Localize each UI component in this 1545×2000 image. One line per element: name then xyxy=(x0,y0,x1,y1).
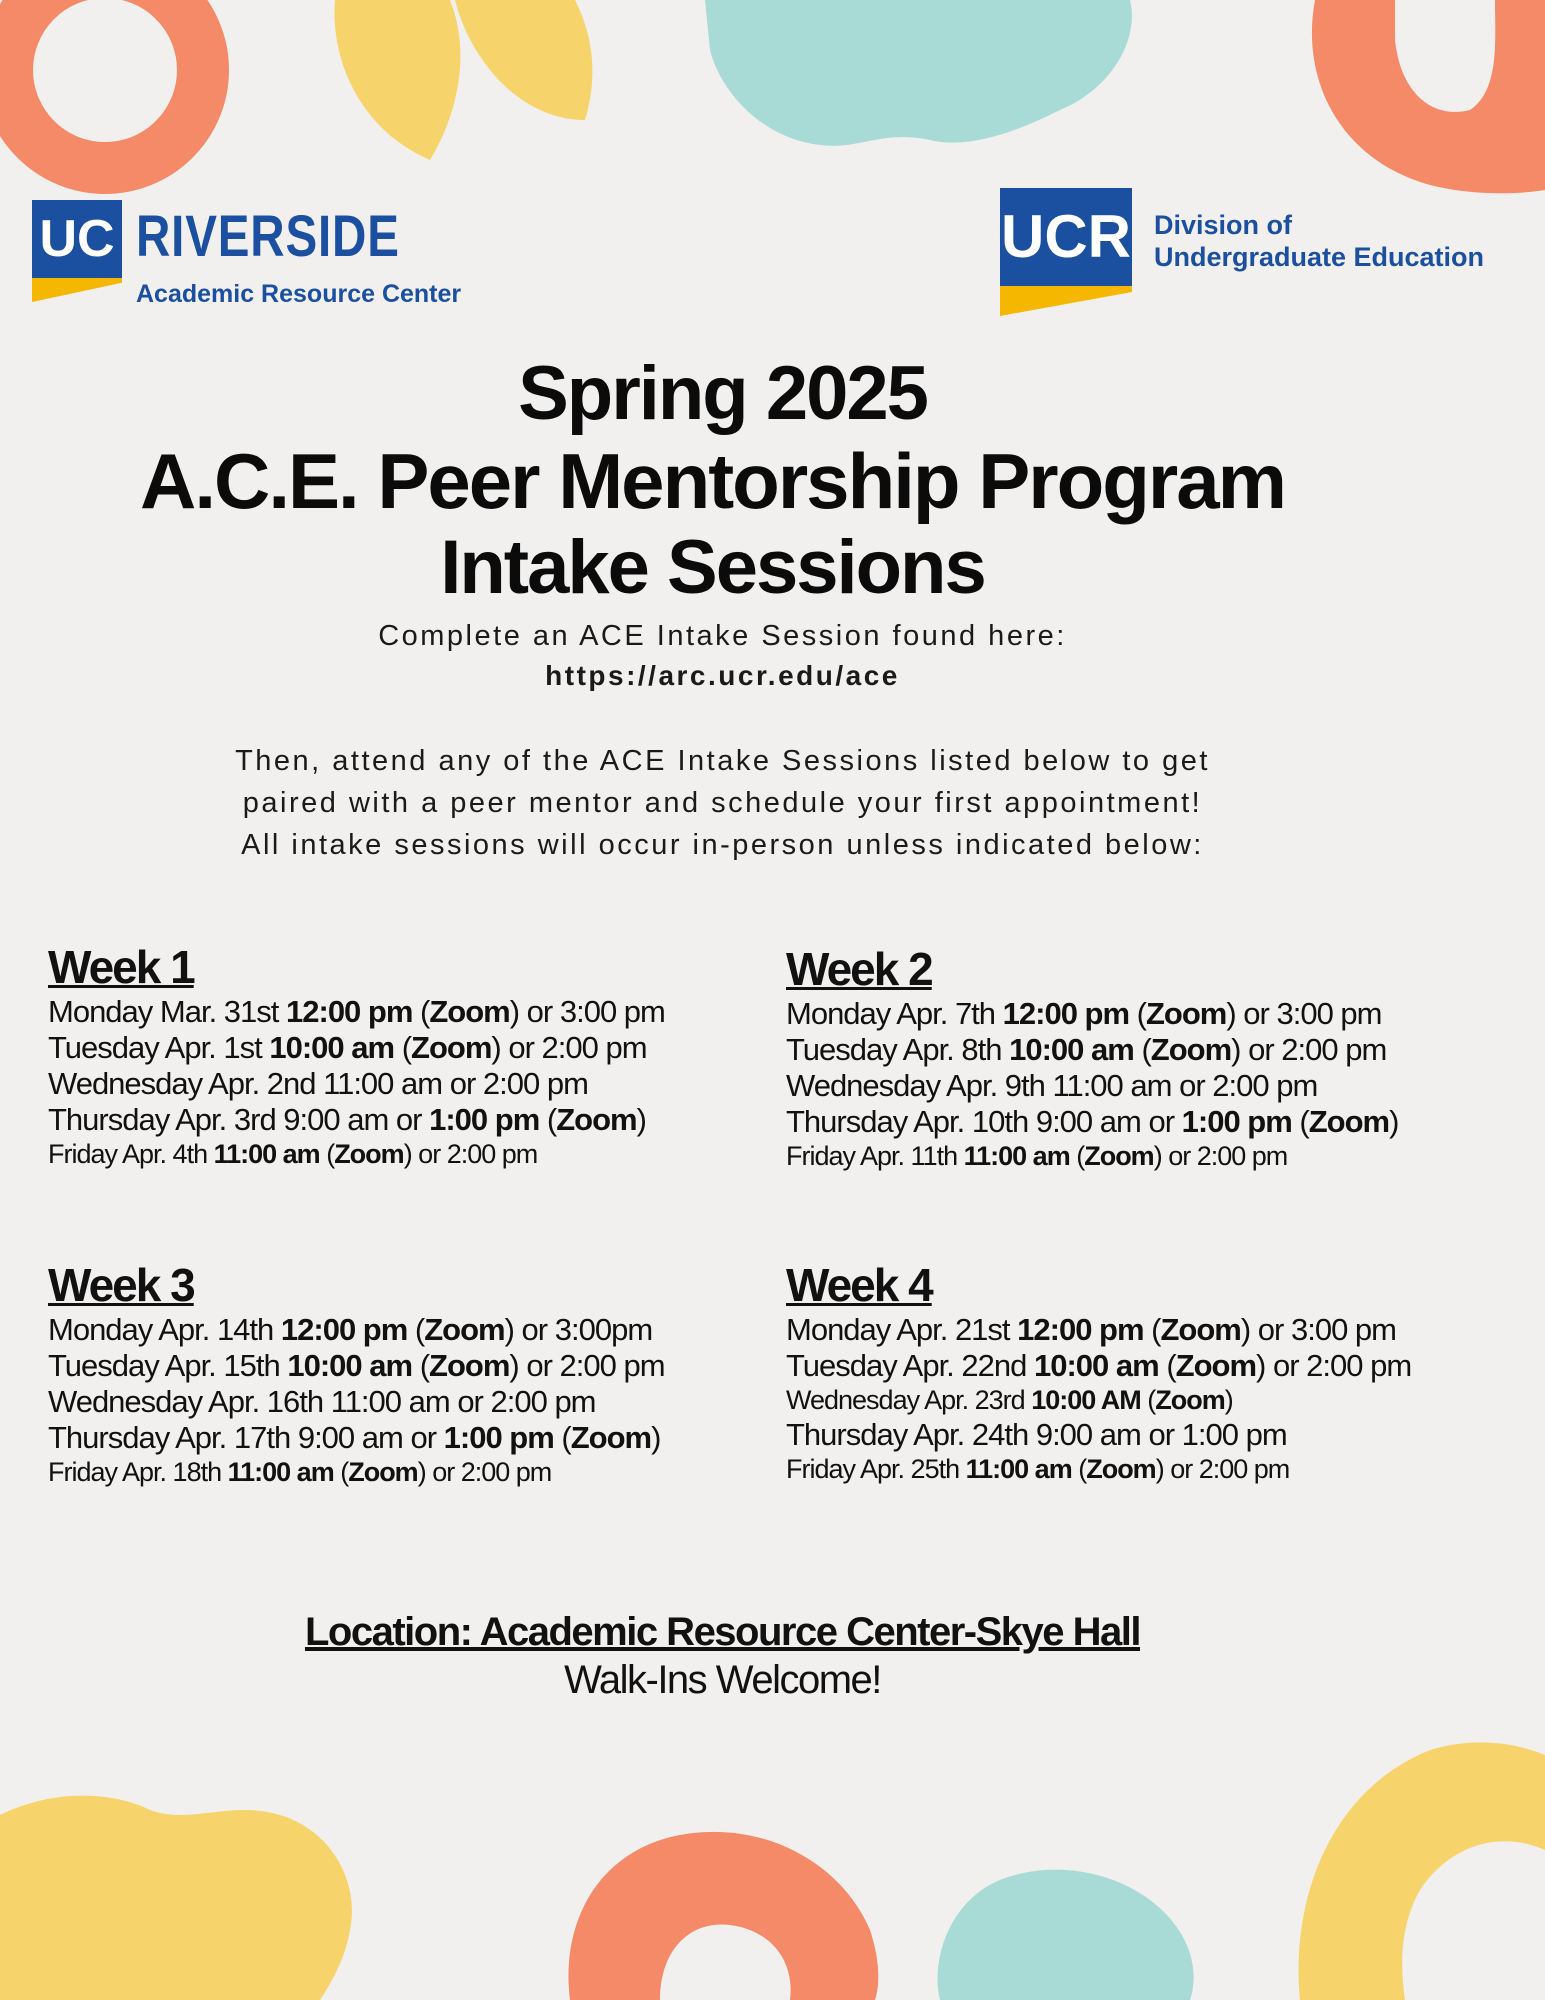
week-title: Week 2 xyxy=(786,943,932,995)
session-text: ( xyxy=(412,1348,430,1383)
session-row xyxy=(786,1104,1545,1140)
session-zoom-time: 12:00 pm xyxy=(1002,996,1130,1031)
session-text: ) or 2:00 pm xyxy=(403,1139,538,1169)
zoom-label: Zoom xyxy=(556,1102,637,1137)
session-zoom-time: 11:00 am xyxy=(213,1139,320,1169)
session-text: ) xyxy=(651,1420,661,1455)
session-text: ) or 2:00 pm xyxy=(417,1457,552,1487)
session-text: ( xyxy=(1071,1454,1087,1484)
week-3-block xyxy=(48,1258,808,1489)
session-text: Tuesday Apr. 8th xyxy=(786,1032,1010,1067)
zoom-label: Zoom xyxy=(1308,1104,1390,1139)
zoom-label: Zoom xyxy=(424,1312,505,1347)
zoom-label: Zoom xyxy=(1146,996,1227,1031)
session-text: ) or 3:00 pm xyxy=(1226,996,1382,1031)
zoom-label: Zoom xyxy=(429,1348,510,1383)
session-row xyxy=(786,1417,1545,1453)
zoom-label: Zoom xyxy=(1084,1141,1154,1171)
session-text: ) or 3:00 pm xyxy=(1240,1312,1396,1347)
session-row xyxy=(48,1066,808,1102)
session-text: ) xyxy=(636,1102,646,1137)
session-row xyxy=(786,1140,1545,1173)
uc-logo-mark: UC xyxy=(32,200,122,278)
zoom-label: Zoom xyxy=(1155,1385,1225,1415)
ucr-logo-mark: UCR xyxy=(1000,188,1132,286)
session-text: Friday Apr. 4th xyxy=(48,1139,214,1169)
zoom-label: Zoom xyxy=(334,1139,404,1169)
session-text: ( xyxy=(539,1102,557,1137)
zoom-label: Zoom xyxy=(1175,1348,1257,1383)
intro-line-3: All intake sessions will occur in-person unless indicated below: xyxy=(241,829,1204,861)
session-row xyxy=(48,1102,808,1138)
session-row xyxy=(48,1420,808,1456)
session-text: Wednesday Apr. 16th 11:00 am or 2:00 pm xyxy=(48,1384,596,1419)
session-zoom-time: 12:00 pm xyxy=(1017,1312,1144,1347)
session-text: ( xyxy=(1158,1348,1176,1383)
ucr-due-logo xyxy=(1000,188,1500,328)
week-title: Week 3 xyxy=(48,1259,194,1311)
session-text: Tuesday Apr. 15th xyxy=(48,1348,288,1383)
session-text: Monday Apr. 21st xyxy=(786,1312,1018,1347)
session-row xyxy=(786,1068,1545,1104)
week-4-block xyxy=(786,1258,1545,1486)
session-text: Monday Apr. 14th xyxy=(48,1312,281,1347)
session-text: ) or 2:00 pm xyxy=(1231,1032,1387,1067)
session-text: Wednesday Apr. 2nd 11:00 am or 2:00 pm xyxy=(48,1066,588,1101)
session-text: ( xyxy=(1133,1032,1151,1067)
session-text: ( xyxy=(1291,1104,1309,1139)
session-zoom-time: 1:00 pm xyxy=(443,1420,554,1455)
session-text: ( xyxy=(394,1030,412,1065)
session-text: ( xyxy=(1140,1385,1156,1415)
intro-url-link[interactable]: https://arc.ucr.edu/ace xyxy=(545,660,900,691)
session-zoom-time: 11:00 am xyxy=(963,1141,1070,1171)
session-text: ) or 3:00 pm xyxy=(509,994,665,1029)
session-text: Thursday Apr. 10th 9:00 am or xyxy=(786,1104,1182,1139)
zoom-label: Zoom xyxy=(348,1457,418,1487)
session-text: ) or 2:00 pm xyxy=(1256,1348,1412,1383)
session-text: Thursday Apr. 17th 9:00 am or xyxy=(48,1420,444,1455)
session-text: ( xyxy=(1069,1141,1085,1171)
week-title: Week 4 xyxy=(786,1259,932,1311)
session-text: Friday Apr. 18th xyxy=(48,1457,228,1487)
session-row xyxy=(786,996,1545,1032)
session-text: Wednesday Apr. 9th 11:00 am or 2:00 pm xyxy=(786,1068,1318,1103)
title-program: A.C.E. Peer Mentorship Program xyxy=(140,437,1285,525)
session-text: ( xyxy=(333,1457,349,1487)
session-row xyxy=(786,1384,1545,1417)
zoom-label: Zoom xyxy=(411,1030,492,1065)
session-row xyxy=(48,1384,808,1420)
session-text: Tuesday Apr. 1st xyxy=(48,1030,270,1065)
zoom-label: Zoom xyxy=(1160,1312,1241,1347)
walkins-text: Walk-Ins Welcome! xyxy=(564,1658,881,1702)
session-zoom-time: 10:00 am xyxy=(269,1030,395,1065)
session-zoom-time: 11:00 am xyxy=(965,1454,1072,1484)
intro-line-1: Then, attend any of the ACE Intake Sessions listed below to get xyxy=(235,745,1210,777)
session-text: ( xyxy=(553,1420,571,1455)
division-line-1: Division of xyxy=(1154,210,1293,240)
session-row xyxy=(786,1453,1545,1486)
session-row xyxy=(786,1032,1545,1068)
session-text: ( xyxy=(412,994,430,1029)
session-zoom-time: 10:00 am xyxy=(1033,1348,1159,1383)
session-text: Wednesday Apr. 23rd xyxy=(786,1385,1032,1415)
session-text: Tuesday Apr. 22nd xyxy=(786,1348,1034,1383)
session-zoom-time: 10:00 am xyxy=(1009,1032,1134,1067)
session-text: ) xyxy=(1389,1104,1399,1139)
division-line-2: Undergraduate Education xyxy=(1154,242,1485,272)
session-text: Monday Mar. 31st xyxy=(48,994,287,1029)
title-sessions: Intake Sessions xyxy=(440,525,985,610)
session-text: ) or 2:00 pm xyxy=(1153,1141,1288,1171)
session-text: ) or 2:00 pm xyxy=(509,1348,665,1383)
session-text: ( xyxy=(319,1139,335,1169)
riverside-wordmark: RIVERSIDE xyxy=(136,204,400,269)
location-text: Location: Academic Resource Center-Skye Hall xyxy=(304,1610,1141,1654)
session-zoom-time: 12:00 pm xyxy=(280,1312,408,1347)
session-text: Friday Apr. 11th xyxy=(786,1141,964,1171)
session-text: Monday Apr. 7th xyxy=(786,996,1003,1031)
session-row xyxy=(48,1348,808,1384)
session-text: ) or 2:00 pm xyxy=(491,1030,647,1065)
uc-logo-flag xyxy=(32,278,122,302)
intro-line-2: paired with a peer mentor and schedule your first appointment! xyxy=(242,787,1203,819)
session-zoom-time: 1:00 pm xyxy=(429,1102,540,1137)
session-row xyxy=(48,994,808,1030)
zoom-label: Zoom xyxy=(1086,1454,1156,1484)
ucr-logo-flag xyxy=(1000,286,1132,316)
session-text: ) or 2:00 pm xyxy=(1155,1454,1290,1484)
intro-complete: Complete an ACE Intake Session found here: xyxy=(378,620,1067,652)
week-title: Week 1 xyxy=(48,941,194,993)
session-row xyxy=(786,1312,1545,1348)
session-zoom-time: 10:00 AM xyxy=(1031,1385,1141,1415)
zoom-label: Zoom xyxy=(1150,1032,1232,1067)
session-text: ) or 3:00pm xyxy=(504,1312,653,1347)
session-zoom-time: 10:00 am xyxy=(287,1348,413,1383)
zoom-label: Zoom xyxy=(570,1420,652,1455)
session-zoom-time: 11:00 am xyxy=(227,1457,334,1487)
title-season: Spring 2025 xyxy=(518,351,927,436)
session-row xyxy=(48,1456,808,1489)
session-text: ( xyxy=(1129,996,1146,1031)
session-text: ( xyxy=(407,1312,425,1347)
uc-riverside-arc-logo xyxy=(32,200,462,310)
session-text: ( xyxy=(1143,1312,1161,1347)
session-row xyxy=(48,1312,808,1348)
session-text: Thursday Apr. 3rd 9:00 am or xyxy=(48,1102,430,1137)
session-row xyxy=(48,1138,808,1171)
session-text: Thursday Apr. 24th 9:00 am or 1:00 pm xyxy=(786,1417,1287,1452)
session-text: ) xyxy=(1224,1385,1233,1415)
session-zoom-time: 12:00 pm xyxy=(286,994,413,1029)
arc-subtitle: Academic Resource Center xyxy=(136,280,462,308)
week-1-block xyxy=(48,940,808,1171)
session-zoom-time: 1:00 pm xyxy=(1181,1104,1292,1139)
session-row xyxy=(48,1030,808,1066)
session-text: Friday Apr. 25th xyxy=(786,1454,966,1484)
zoom-label: Zoom xyxy=(429,994,510,1029)
session-row xyxy=(786,1348,1545,1384)
week-2-block xyxy=(786,942,1545,1173)
